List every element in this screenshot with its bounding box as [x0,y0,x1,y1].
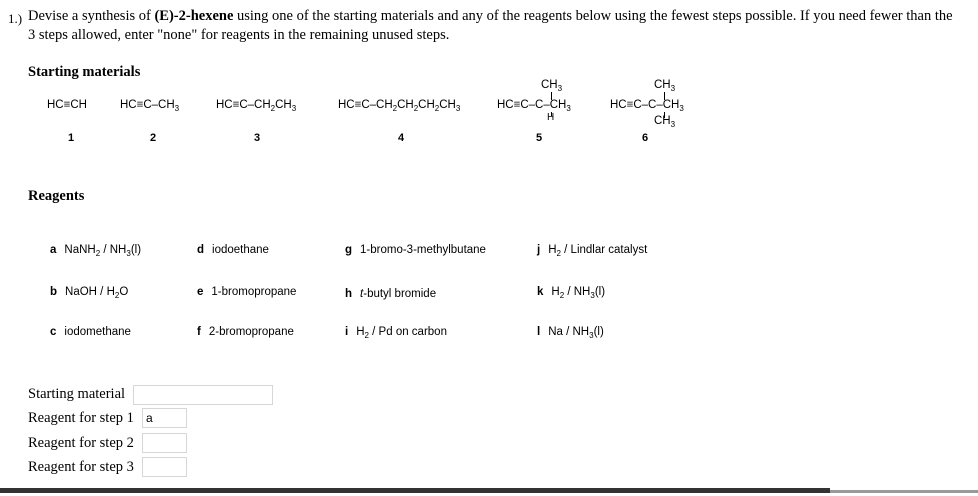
reagent-h: h t-butyl bromide [345,288,437,300]
question-target: (E)-2-hexene [154,8,234,24]
question-number: 1.) [8,11,23,26]
question-text-after: using one of the starting materials and any of the reagents below using the fewest steps possible. If you need fewer than the 3 steps allowed, enter "none" for reagents in the remaining unused steps. [28,8,953,43]
starting-material-3-formula: $HC\equiv C-CH_2CH_3$ [216,99,297,113]
starting-material-6-number: 6 [642,132,649,144]
reagent-i: i $H_2$ / Pd on carbon [345,326,447,340]
step1-label: Reagent for step 1 [28,410,134,426]
step1-input[interactable] [142,408,187,428]
reagent-b: b NaOH / $H_2O$ [50,286,129,300]
starting-material-5-bottom-branch: H [547,112,555,123]
question-text-before: Devise a synthesis of [28,8,155,24]
starting-material-2-number: 2 [150,132,157,144]
step3-input[interactable] [142,457,187,477]
starting-material-1-number: 1 [68,132,75,144]
starting-material-2-formula: $HC\equiv C-CH_3$ [120,99,180,113]
question-text [28,7,958,45]
reagent-c: c iodomethane [50,326,131,338]
starting-material-input[interactable] [133,385,273,405]
starting-material-3-number: 3 [254,132,261,144]
reagent-d: d iodoethane [197,244,269,256]
reagent-l: l Na / $NH_3(l)$ [537,326,604,340]
starting-material-4-number: 4 [398,132,405,144]
starting-materials-title: Starting materials [28,64,141,80]
reagent-e: e 1-bromopropane [197,286,297,298]
starting-material-1-formula: HC≡CH [47,99,87,111]
reagent-j: j $H_2$ / Lindlar catalyst [537,244,648,258]
starting-material-6-bottom-branch: $CH_3$ [654,115,676,129]
reagents-title: Reagents [28,188,85,204]
reagent-f: f 2-bromopropane [197,326,294,338]
reagent-g: g 1-bromo-3-methylbutane [345,244,486,256]
bottom-scrollbar-end [830,490,978,493]
starting-material-label: Starting material [28,386,126,402]
step2-label: Reagent for step 2 [28,435,134,451]
starting-material-5-top-branch: $CH_3$ [541,79,563,93]
starting-material-4-formula: $HC\equiv C-CH_2CH_2CH_2CH_3$ [338,99,461,113]
starting-material-6-formula: $HC\equiv C-C-CH_3$ [610,99,684,113]
reagent-k: k $H_2 / NH_3(l)$ [537,286,606,300]
starting-material-5-number: 5 [536,132,543,144]
bottom-scrollbar-track[interactable] [0,488,830,493]
starting-material-5-formula: $HC\equiv C-C-CH_3$ [497,99,571,113]
reagent-a: a NaNH$_2$ / $NH_3(l)$ [50,244,142,258]
starting-material-6-top-branch: $CH_3$ [654,79,676,93]
step2-input[interactable] [142,433,187,453]
step3-label: Reagent for step 3 [28,459,134,475]
